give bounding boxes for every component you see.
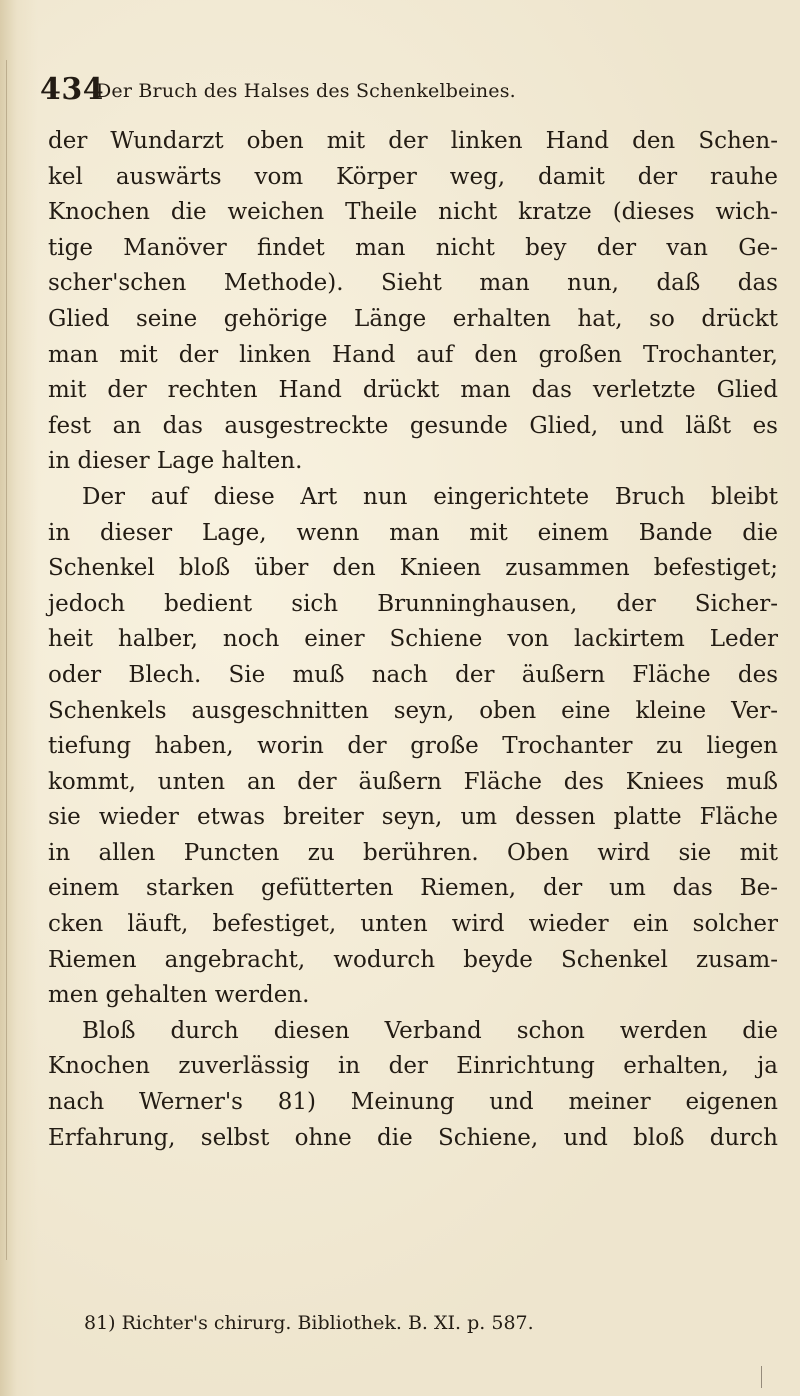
text-line: jedoch bedient sich Brunninghausen, der Sicher- bbox=[48, 590, 778, 617]
text-line: nach Werner's 81) Meinung und meiner eigenen bbox=[48, 1089, 778, 1116]
page-header bbox=[0, 72, 800, 112]
text-line: kel auswärts vom Körper weg, damit der rauhe bbox=[48, 163, 778, 190]
text-line: fest an das ausgestreckte gesunde Glied, und läßt es bbox=[48, 412, 778, 439]
text-line: Bloß durch diesen Verband schon werden die bbox=[82, 1017, 778, 1044]
text-line: Riemen angebracht, wodurch beyde Schenkel zusam- bbox=[48, 946, 778, 973]
running-head: Der Bruch des Halses des Schenkelbeines. bbox=[96, 80, 516, 102]
scan-mark bbox=[761, 1366, 762, 1388]
text-line: man mit der linken Hand auf den großen Trochanter, bbox=[48, 341, 778, 368]
text-line: Der auf diese Art nun eingerichtete Bruch bleibt bbox=[82, 483, 778, 510]
text-line: der Wundarzt oben mit der linken Hand den Schen- bbox=[48, 128, 778, 154]
text-line: kommt, unten an der äußern Fläche des Kniees muß bbox=[48, 768, 778, 795]
text-line: in dieser Lage halten. bbox=[48, 448, 303, 475]
text-line: sie wieder etwas breiter seyn, um dessen platte Fläche bbox=[48, 804, 778, 831]
text-line: heit halber, noch einer Schiene von lackirtem Leder bbox=[48, 626, 778, 653]
page-number: 434 bbox=[40, 72, 105, 107]
text-line: Glied seine gehörige Länge erhalten hat, so drückt bbox=[48, 305, 778, 332]
text-line: tiefung haben, worin der große Trochanter zu liegen bbox=[48, 733, 778, 760]
text-line: Knochen die weichen Theile nicht kratze (dieses wich- bbox=[48, 199, 778, 226]
text-line: in allen Puncten zu berühren. Oben wird sie mit bbox=[48, 839, 778, 866]
text-line: Knochen zuverlässig in der Einrichtung erhalten, ja bbox=[48, 1053, 778, 1080]
text-line: einem starken gefütterten Riemen, der um das Be- bbox=[48, 875, 778, 902]
text-line: Schenkels ausgeschnitten seyn, oben eine kleine Ver- bbox=[48, 697, 778, 724]
text-line: cken läuft, befestiget, unten wird wieder ein solcher bbox=[48, 911, 778, 938]
text-line: in dieser Lage, wenn man mit einem Bande die bbox=[48, 519, 778, 546]
page-edge bbox=[6, 60, 7, 1260]
text-line: Erfahrung, selbst ohne die Schiene, und bloß durch bbox=[48, 1124, 778, 1151]
text-line: men gehalten werden. bbox=[48, 982, 310, 1009]
body-text bbox=[48, 124, 778, 1156]
text-line: scher'schen Methode). Sieht man nun, daß das bbox=[48, 270, 778, 297]
text-line: mit der rechten Hand drückt man das verletzte Glied bbox=[48, 377, 778, 404]
text-line: Schenkel bloß über den Knieen zusammen befestiget; bbox=[48, 555, 778, 582]
footnote: 81) Richter's chirurg. Bibliothek. B. XI. p. 587. bbox=[84, 1312, 534, 1334]
text-line: tige Manöver findet man nicht bey der van Ge- bbox=[48, 234, 778, 261]
text-line: oder Blech. Sie muß nach der äußern Fläche des bbox=[48, 661, 778, 688]
